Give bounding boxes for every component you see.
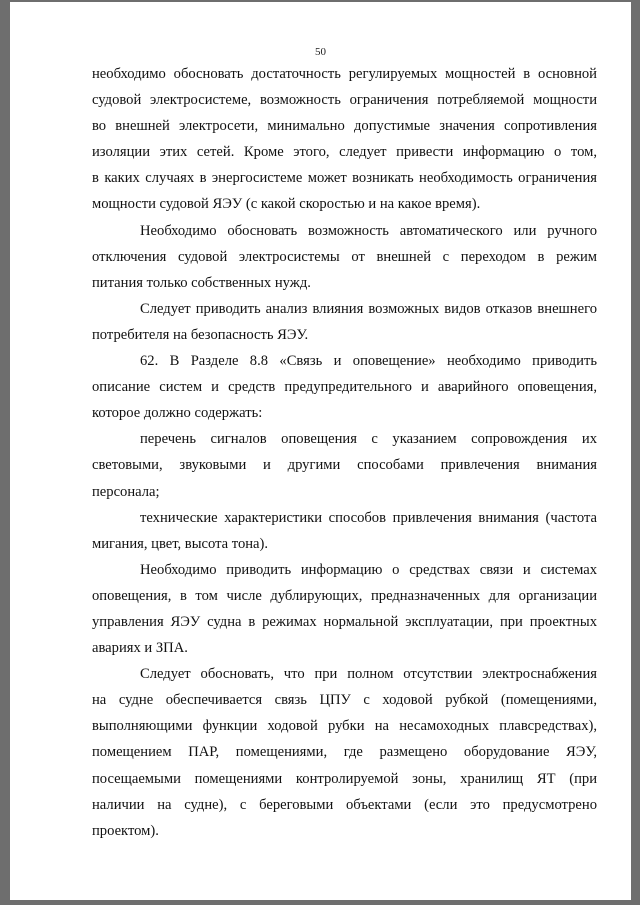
- paragraph-line: посещаемыми помещениями контролируемой зоны, хранилищ ЯТ (при: [92, 770, 597, 787]
- paragraph-line: наличии на судне), с береговыми объектами (если это предусмотрено: [92, 796, 597, 813]
- document-page: [10, 2, 631, 900]
- paragraph-line: мигания, цвет, высота тона).: [92, 535, 269, 552]
- paragraph-line: 62. В Разделе 8.8 «Связь и оповещение» необходимо приводить: [140, 353, 597, 370]
- paragraph-line: во внешней электросети, минимально допустимые значения сопротивления: [92, 118, 597, 135]
- paragraph-line: перечень сигналов оповещения с указанием сопровождения их: [140, 431, 597, 448]
- paragraph-line: Необходимо приводить информацию о средствах связи и системах: [140, 561, 597, 578]
- paragraph-line: оповещения, в том числе дублирующих, предназначенных для организации: [92, 587, 597, 604]
- paragraph-line: отключения судовой электросистемы от внешней с переходом в режим: [92, 248, 597, 265]
- paragraph-line: необходимо обосновать достаточность регулируемых мощностей в основной: [92, 66, 597, 82]
- paragraph-line: Необходимо обосновать возможность автоматического или ручного: [140, 222, 597, 239]
- paragraph-line: которое должно содержать:: [92, 405, 263, 422]
- paragraph-line: технические характеристики способов привлечения внимания (частота: [140, 509, 597, 526]
- paragraph-line: в каких случаях в энергосистеме может возникать необходимость ограничения: [92, 170, 597, 187]
- paragraph-line: световыми, звуковыми и другими способами привлечения внимания: [92, 457, 597, 474]
- paragraph-line: мощности судовой ЯЭУ (с какой скоростью и на какое время).: [92, 196, 481, 213]
- paragraph-line: персонала;: [92, 483, 160, 500]
- paragraph-line: потребителя на безопасность ЯЭУ.: [92, 326, 309, 343]
- paragraph-line: описание систем и средств предупредительного и аварийного оповещения,: [92, 379, 597, 396]
- paragraph-line: проектом).: [92, 822, 159, 839]
- paragraph-line: выполняющими функции ходовой рубки на несамоходных плавсредствах),: [92, 718, 597, 735]
- paragraph-line: судовой электросистеме, возможность ограничения потребляемой мощности: [92, 92, 597, 109]
- paragraph-line: изоляции этих сетей. Кроме этого, следует привести информацию о том,: [92, 144, 597, 161]
- paragraph-line: авариях и ЗПА.: [92, 640, 188, 657]
- paragraph-line: помещением ПАР, помещениями, где размещено оборудование ЯЭУ,: [92, 744, 597, 761]
- paragraph-line: Следует приводить анализ влияния возможных видов отказов внешнего: [140, 300, 597, 317]
- paragraph-line: Следует обосновать, что при полном отсутствии электроснабжения: [140, 666, 597, 683]
- paragraph-line: на судне обеспечивается связь ЦПУ с ходовой рубкой (помещениями,: [92, 692, 597, 709]
- paragraph-line: питания только собственных нужд.: [92, 274, 311, 291]
- page-number: 50: [315, 46, 326, 58]
- paragraph-line: управления ЯЭУ судна в режимах нормальной эксплуатации, при проектных: [92, 613, 597, 630]
- body-text: [92, 61, 597, 844]
